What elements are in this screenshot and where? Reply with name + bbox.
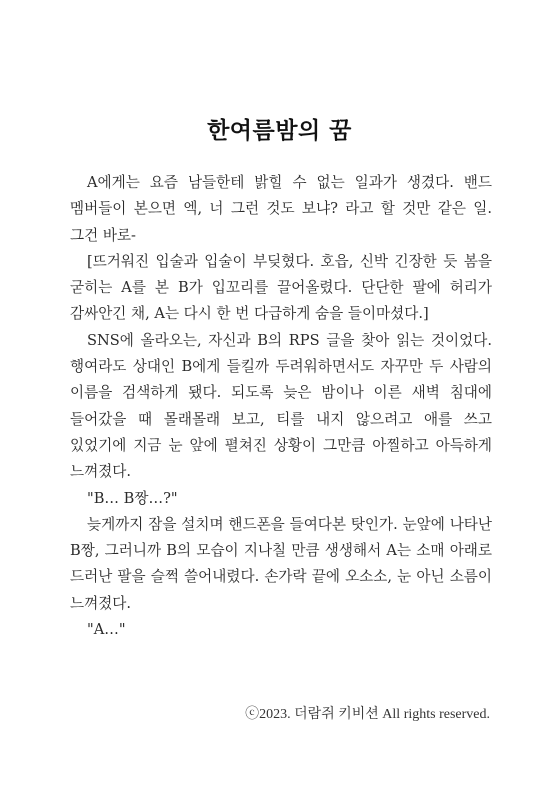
- dialogue-line: "A…": [87, 621, 126, 639]
- body-paragraph: A에게는 요즘 남들한테 밝힐 수 없는 일과가 생겼다. 밴드 멤버들이 본으면 엑, 너 그런 것도 보냐? 라고 할 것만 같은 일. 그건 바로-: [70, 174, 492, 244]
- body-paragraph: 늦게까지 잠을 설치며 핸드폰을 들여다본 탓인가. 눈앞에 나타난 B짱, 그러니까 B의 모습이 지나칠 만큼 생생해서 A는 소매 아래로 드러난 팔을 슬쩍 쓸어내렸다. 손가락 끝에 오소소, 눈 아닌 소름이 느껴졌다.: [70, 515, 492, 612]
- document-body: [70, 170, 492, 643]
- document-title: 한여름밤의 꿈: [207, 117, 352, 145]
- body-paragraph: SNS에 올라오는, 자신과 B의 RPS 글을 찾아 읽는 것이었다. 행여라도 상대인 B에게 들킬까 두려워하면서도 자꾸만 두 사람의 이름을 검색하게 됐다. 되도록 늦은 밤이나 이른 새벽 침대에 들어갔을 때 몰래몰래 보고, 티를 내지 않으려고 애를 쓰고 있었기에 지금 눈 앞에 펼쳐진 상황이 그만큼 아찔하고 아득하게 느껴졌다.: [70, 331, 492, 481]
- dialogue-line: "B… B짱…?": [87, 489, 178, 507]
- body-paragraph: [뜨거워진 입술과 입술이 부딪혔다. 호읍, 신박 긴장한 듯 봄을 굳히는 A를 본 B가 입꼬리를 끌어올렸다. 단단한 팔에 허리가 감싸안긴 채, A는 다시 한 번 다급하게 숨을 들이마셨다.]: [70, 252, 492, 323]
- copyright-notice: ⓒ2023. 더람쥐 키비션 All rights reserved.: [245, 707, 490, 722]
